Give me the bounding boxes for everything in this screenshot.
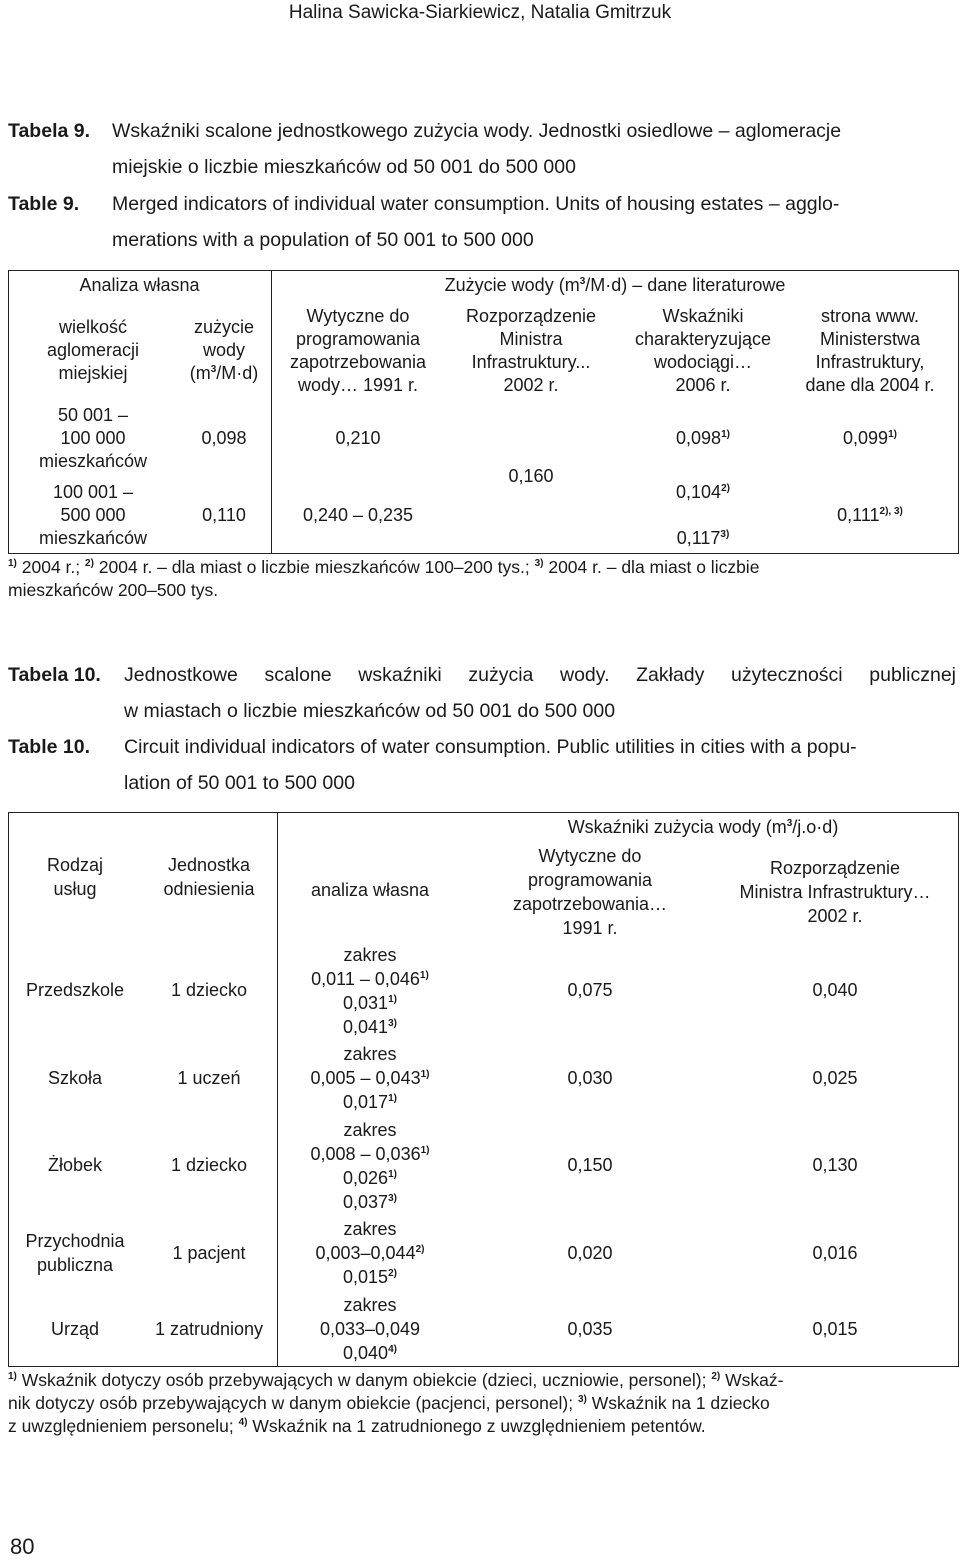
table9-regulation-value: 0,160 <box>508 466 554 486</box>
table10-col-unit: Jednostka odniesienia <box>163 855 255 899</box>
table10-row1-service: Przedszkole <box>25 980 125 1000</box>
table9-col-website: strona www. Ministerstwa Infrastruktury, dane dla 2004 r. <box>805 306 935 395</box>
table9-col-indicators: Wskaźniki charakteryzujące wodociągi… 2006 r. <box>634 306 772 395</box>
table9-caption-en-line1: Merged indicators of individual water consumption. Units of housing estates – agglo- <box>112 193 840 215</box>
table10-footnote-line1: $^{1)}$ Wskaźnik dotyczy osób przebywających w danym obiekcie (dzieci, uczniowie, personel); $^{2)}$ Wskaź- <box>8 1370 784 1390</box>
table10-row3-unit: 1 dziecko <box>170 1155 248 1175</box>
table10-footnote-line2: nik dotyczy osób przebywających w danym obiekcie (pacjenci, personel); $^{3)}$ Wskaźnik na 1 dziecko <box>8 1393 770 1413</box>
table9-caption-en-label: Table 9. <box>8 193 80 215</box>
table10-caption-pl-line2: w miastach o liczbie mieszkańców od 50 001 do 500 000 <box>124 700 616 722</box>
running-header: Halina Sawicka-Siarkiewicz, Natalia Gmitrzuk <box>288 2 672 23</box>
table9-row1-guidelines: 0,210 <box>335 428 381 448</box>
table10-row2-unit: 1 uczeń <box>177 1068 241 1088</box>
table9-col-size: wielkość aglomeracji miejskiej <box>46 317 140 383</box>
table9-row2-size: 100 001 – 500 000 mieszkańców <box>38 482 148 548</box>
table10-row5-own: zakres 0,033–0,049 0,040$^{4)}$ <box>319 1295 421 1363</box>
table9-row2-indicators-b: 0,117$^{3)}$ <box>676 528 730 548</box>
table9-row2-guidelines: 0,240 – 0,235 <box>302 505 414 525</box>
table10-row3-guidelines: 0,150 <box>567 1155 613 1175</box>
table9-row1-use: 0,098 <box>201 428 247 448</box>
table9-footnote-line1: $^{1)}$ 2004 r.; $^{2)}$ 2004 r. – dla miast o liczbie mieszkańców 100–200 tys.; $^{3)}$ 2004 r. – dla miast o liczbie <box>8 557 760 577</box>
table10-row1-unit: 1 dziecko <box>170 980 248 1000</box>
table10-row1-regulation: 0,040 <box>812 980 858 1000</box>
table10-caption-en-line2: lation of 50 001 to 500 000 <box>124 772 355 794</box>
table9-group-own: Analiza własna <box>79 275 200 295</box>
table9-row2-website: $0,111^{2), 3)}$ <box>837 505 903 525</box>
table10-caption-pl-line1: Jednostkowe scalone wskaźniki zużycia wody. Zakłady użyteczności publicznej <box>124 664 956 686</box>
page-number: 80 <box>10 1534 35 1559</box>
table9-col-regulation: Rozporządzenie Ministra Infrastruktury... 2002 r. <box>465 306 597 395</box>
table10-col-service: Rodzaj usług <box>46 855 104 899</box>
table10-row5-guidelines: 0,035 <box>567 1319 613 1339</box>
table10-row5-regulation: 0,015 <box>812 1319 858 1339</box>
table10-col-guidelines: Wytyczne do programowania zapotrzebowania… 1991 r. <box>512 846 668 938</box>
table10-caption-en-line1: Circuit individual indicators of water consumption. Public utilities in cities with a popu- <box>124 736 857 758</box>
table9-row2-use: 0,110 <box>202 505 246 525</box>
table10-row2-guidelines: 0,030 <box>567 1068 613 1088</box>
table10-row4-guidelines: 0,020 <box>567 1243 613 1263</box>
table10-row4-unit: 1 pacjent <box>172 1243 246 1263</box>
table10-row3-service: Żłobek <box>47 1155 103 1175</box>
table10-footnote-line3: z uwzględnieniem personelu; $^{4)}$ Wskaźnik na 1 zatrudnionego z uwzględnieniem petentów. <box>8 1416 706 1436</box>
table9-caption-pl-label: Tabela 9. <box>8 120 91 142</box>
table10-col-regulation: Rozporządzenie Ministra Infrastruktury… 2002 r. <box>739 858 931 926</box>
table9-row2-indicators-a: 0,104$^{2)}$ <box>676 482 730 502</box>
table10-row1-own: zakres 0,011 – 0,046$^{1)}$ 0,031$^{1)}$ 0,041$^{3)}$ <box>311 945 429 1037</box>
table10-row2-own: zakres 0,005 – 0,043$^{1)}$ 0,017$^{1)}$ <box>310 1044 430 1112</box>
table10-row4-regulation: 0,016 <box>812 1243 858 1263</box>
table10-group-header: Wskaźniki zużycia wody $(m^3/j.o\cdot d)$ <box>567 817 839 837</box>
table10-caption-en-label: Table 10. <box>8 736 91 758</box>
table9-row1-size: 50 001 – 100 000 mieszkańców <box>38 405 148 471</box>
table10-row5-unit: 1 zatrudniony <box>154 1319 264 1339</box>
table10-row5-service: Urząd <box>50 1319 99 1339</box>
table10-row2-regulation: 0,025 <box>812 1068 858 1088</box>
table10-col-own: analiza własna <box>310 880 430 900</box>
table10-row1-guidelines: 0,075 <box>567 980 613 1000</box>
table10-row4-service: Przychodnia publiczna <box>25 1231 125 1275</box>
table9-row1-indicators: 0,098$^{1)}$ <box>676 428 730 448</box>
table9-col-use: zużycie wody $(m^3/M\cdot d)$ <box>189 317 259 383</box>
table9-row1-website: 0,099$^{1)}$ <box>843 428 897 448</box>
table10-row2-service: Szkoła <box>47 1068 103 1088</box>
table10-caption-pl-label: Tabela 10. <box>8 664 101 686</box>
table9-caption-pl-line1: Wskaźniki scalone jednostkowego zużycia wody. Jednostki osiedlowe – aglomeracje <box>112 120 842 142</box>
table9-col-guidelines: Wytyczne do programowania zapotrzebowania wody… 1991 r. <box>289 306 427 395</box>
table9-caption-pl-line2: miejskie o liczbie mieszkańców od 50 001 do 500 000 <box>112 156 576 178</box>
table9-caption-en-line2: merations with a population of 50 001 to 500 000 <box>112 229 534 251</box>
table9-group-literature: Zużycie wody $(m^3/M\cdot d)$ – dane literaturowe <box>444 275 786 295</box>
table10-row4-own: zakres 0,003–0,044$^{2)}$ 0,015$^{2)}$ <box>315 1219 425 1287</box>
table10-row3-own: zakres 0,008 – 0,036$^{1)}$ 0,026$^{1)}$ 0,037$^{3)}$ <box>310 1120 430 1212</box>
table10-row3-regulation: 0,130 <box>812 1155 858 1175</box>
table9-footnote-line2: mieszkańców 200–500 tys. <box>8 580 219 600</box>
